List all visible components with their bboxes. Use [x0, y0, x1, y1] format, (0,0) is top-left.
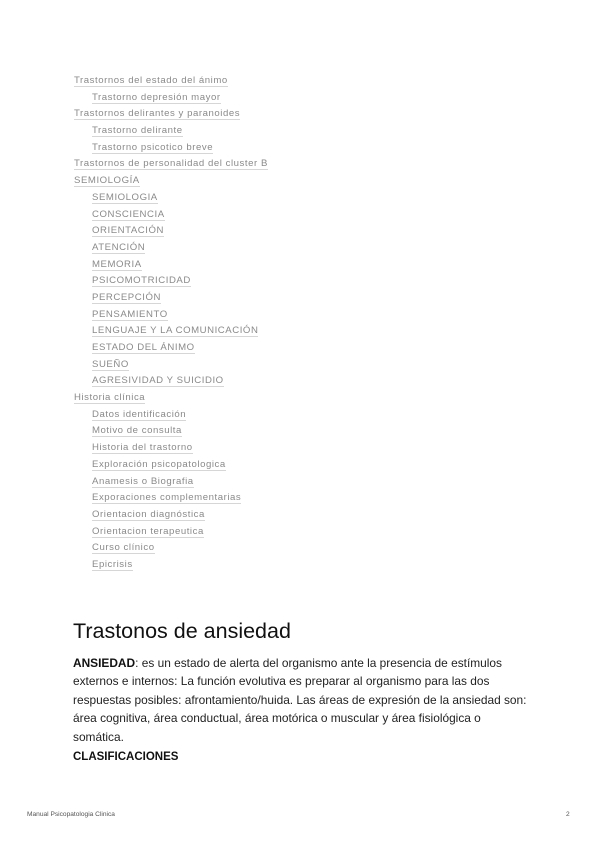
definition-term: ANSIEDAD — [73, 656, 136, 670]
toc-item-label: PENSAMIENTO — [92, 308, 168, 320]
toc-subitem-link[interactable] — [74, 307, 534, 324]
toc-item-label: Exploración psicopatologica — [92, 458, 226, 470]
toc-subitem-link[interactable] — [74, 273, 534, 290]
toc-subitem-link[interactable] — [74, 190, 534, 207]
toc-subitem-link[interactable] — [74, 423, 534, 440]
definition-paragraph — [73, 654, 528, 746]
toc-item-label: Trastornos delirantes y paranoides — [74, 108, 241, 120]
toc-subitem-link[interactable] — [74, 357, 534, 374]
page-number: 2 — [566, 811, 570, 818]
toc-item-label: SEMIOLOGIA — [92, 191, 158, 203]
toc-item-label: Exporaciones complementarias — [92, 492, 242, 504]
toc-item-label: MEMORIA — [92, 258, 142, 270]
toc-subitem-link[interactable] — [74, 240, 534, 257]
toc-item-label: Datos identificación — [92, 408, 187, 420]
toc-item-label: ATENCIÓN — [92, 241, 146, 253]
toc-subitem-link[interactable] — [74, 524, 534, 541]
toc-item-label: PERCEPCIÓN — [92, 291, 161, 303]
toc-subitem-link[interactable] — [74, 207, 534, 224]
toc-subitem-link[interactable] — [74, 540, 534, 557]
toc-item-link[interactable] — [74, 106, 534, 123]
toc-item-link[interactable] — [74, 73, 534, 90]
toc-subitem-link[interactable] — [74, 457, 534, 474]
toc-item-label: SEMIOLOGÍA — [74, 175, 140, 187]
toc-subitem-link[interactable] — [74, 440, 534, 457]
toc-item-label: Trastornos de personalidad del cluster B — [74, 158, 268, 170]
toc-subitem-link[interactable] — [74, 373, 534, 390]
toc-item-label: Trastorno depresión mayor — [92, 91, 221, 103]
toc-item-label: ORIENTACIÓN — [92, 225, 164, 237]
toc-subitem-link[interactable] — [74, 474, 534, 491]
toc-subitem-link[interactable] — [74, 90, 534, 107]
table-of-contents — [74, 73, 534, 574]
toc-subitem-link[interactable] — [74, 257, 534, 274]
toc-item-label: LENGUAJE Y LA COMUNICACIÓN — [92, 325, 259, 337]
toc-item-label: Orientacion terapeutica — [92, 525, 204, 537]
toc-item-label: Historia clínica — [74, 392, 146, 404]
toc-item-label: AGRESIVIDAD Y SUICIDIO — [92, 375, 224, 387]
toc-subitem-link[interactable] — [74, 323, 534, 340]
footer-title: Manual Psicopatologia Clinica — [27, 811, 115, 818]
toc-item-label: Motivo de consulta — [92, 425, 182, 437]
toc-item-label: CONSCIENCIA — [92, 208, 165, 220]
toc-subitem-link[interactable] — [74, 340, 534, 357]
toc-item-label: Orientacion diagnóstica — [92, 508, 205, 520]
toc-subitem-link[interactable] — [74, 223, 534, 240]
toc-item-label: Curso clínico — [92, 542, 155, 554]
toc-subitem-link[interactable] — [74, 290, 534, 307]
toc-item-link[interactable] — [74, 156, 534, 173]
toc-item-label: Trastornos del estado del ánimo — [74, 75, 228, 86]
toc-item-label: Trastorno delirante — [92, 125, 183, 137]
toc-subitem-link[interactable] — [74, 507, 534, 524]
toc-item-label: Epicrisis — [92, 558, 133, 570]
toc-item-link[interactable] — [74, 390, 534, 407]
toc-subitem-link[interactable] — [74, 557, 534, 574]
toc-item-label: Trastorno psicotico breve — [92, 141, 214, 153]
toc-subitem-link[interactable] — [74, 490, 534, 507]
toc-item-label: ESTADO DEL ÁNIMO — [92, 342, 195, 353]
toc-item-label: PSICOMOTRICIDAD — [92, 275, 191, 287]
toc-item-link[interactable] — [74, 173, 534, 190]
toc-item-label: SUEÑO — [92, 358, 129, 370]
toc-item-label: Historia del trastorno — [92, 442, 193, 454]
section-title: Trastonos de ansiedad — [73, 619, 291, 643]
toc-subitem-link[interactable] — [74, 123, 534, 140]
toc-subitem-link[interactable] — [74, 407, 534, 424]
toc-item-label: Anamesis o Biografia — [92, 475, 194, 487]
subheading-clasificaciones: CLASIFICACIONES — [73, 751, 179, 763]
definition-text: : es un estado de alerta del organismo ante la presencia de estímulos externos e internos: La función evolutiva es preparar al organismo para las dos respuestas posibles: afrontamiento/huida. Las áreas de expresión de la ansiedad son: área cognitiva, área conductual, área motórica o muscular y área fisiológica o somática. — [73, 656, 527, 744]
toc-subitem-link[interactable] — [74, 140, 534, 157]
